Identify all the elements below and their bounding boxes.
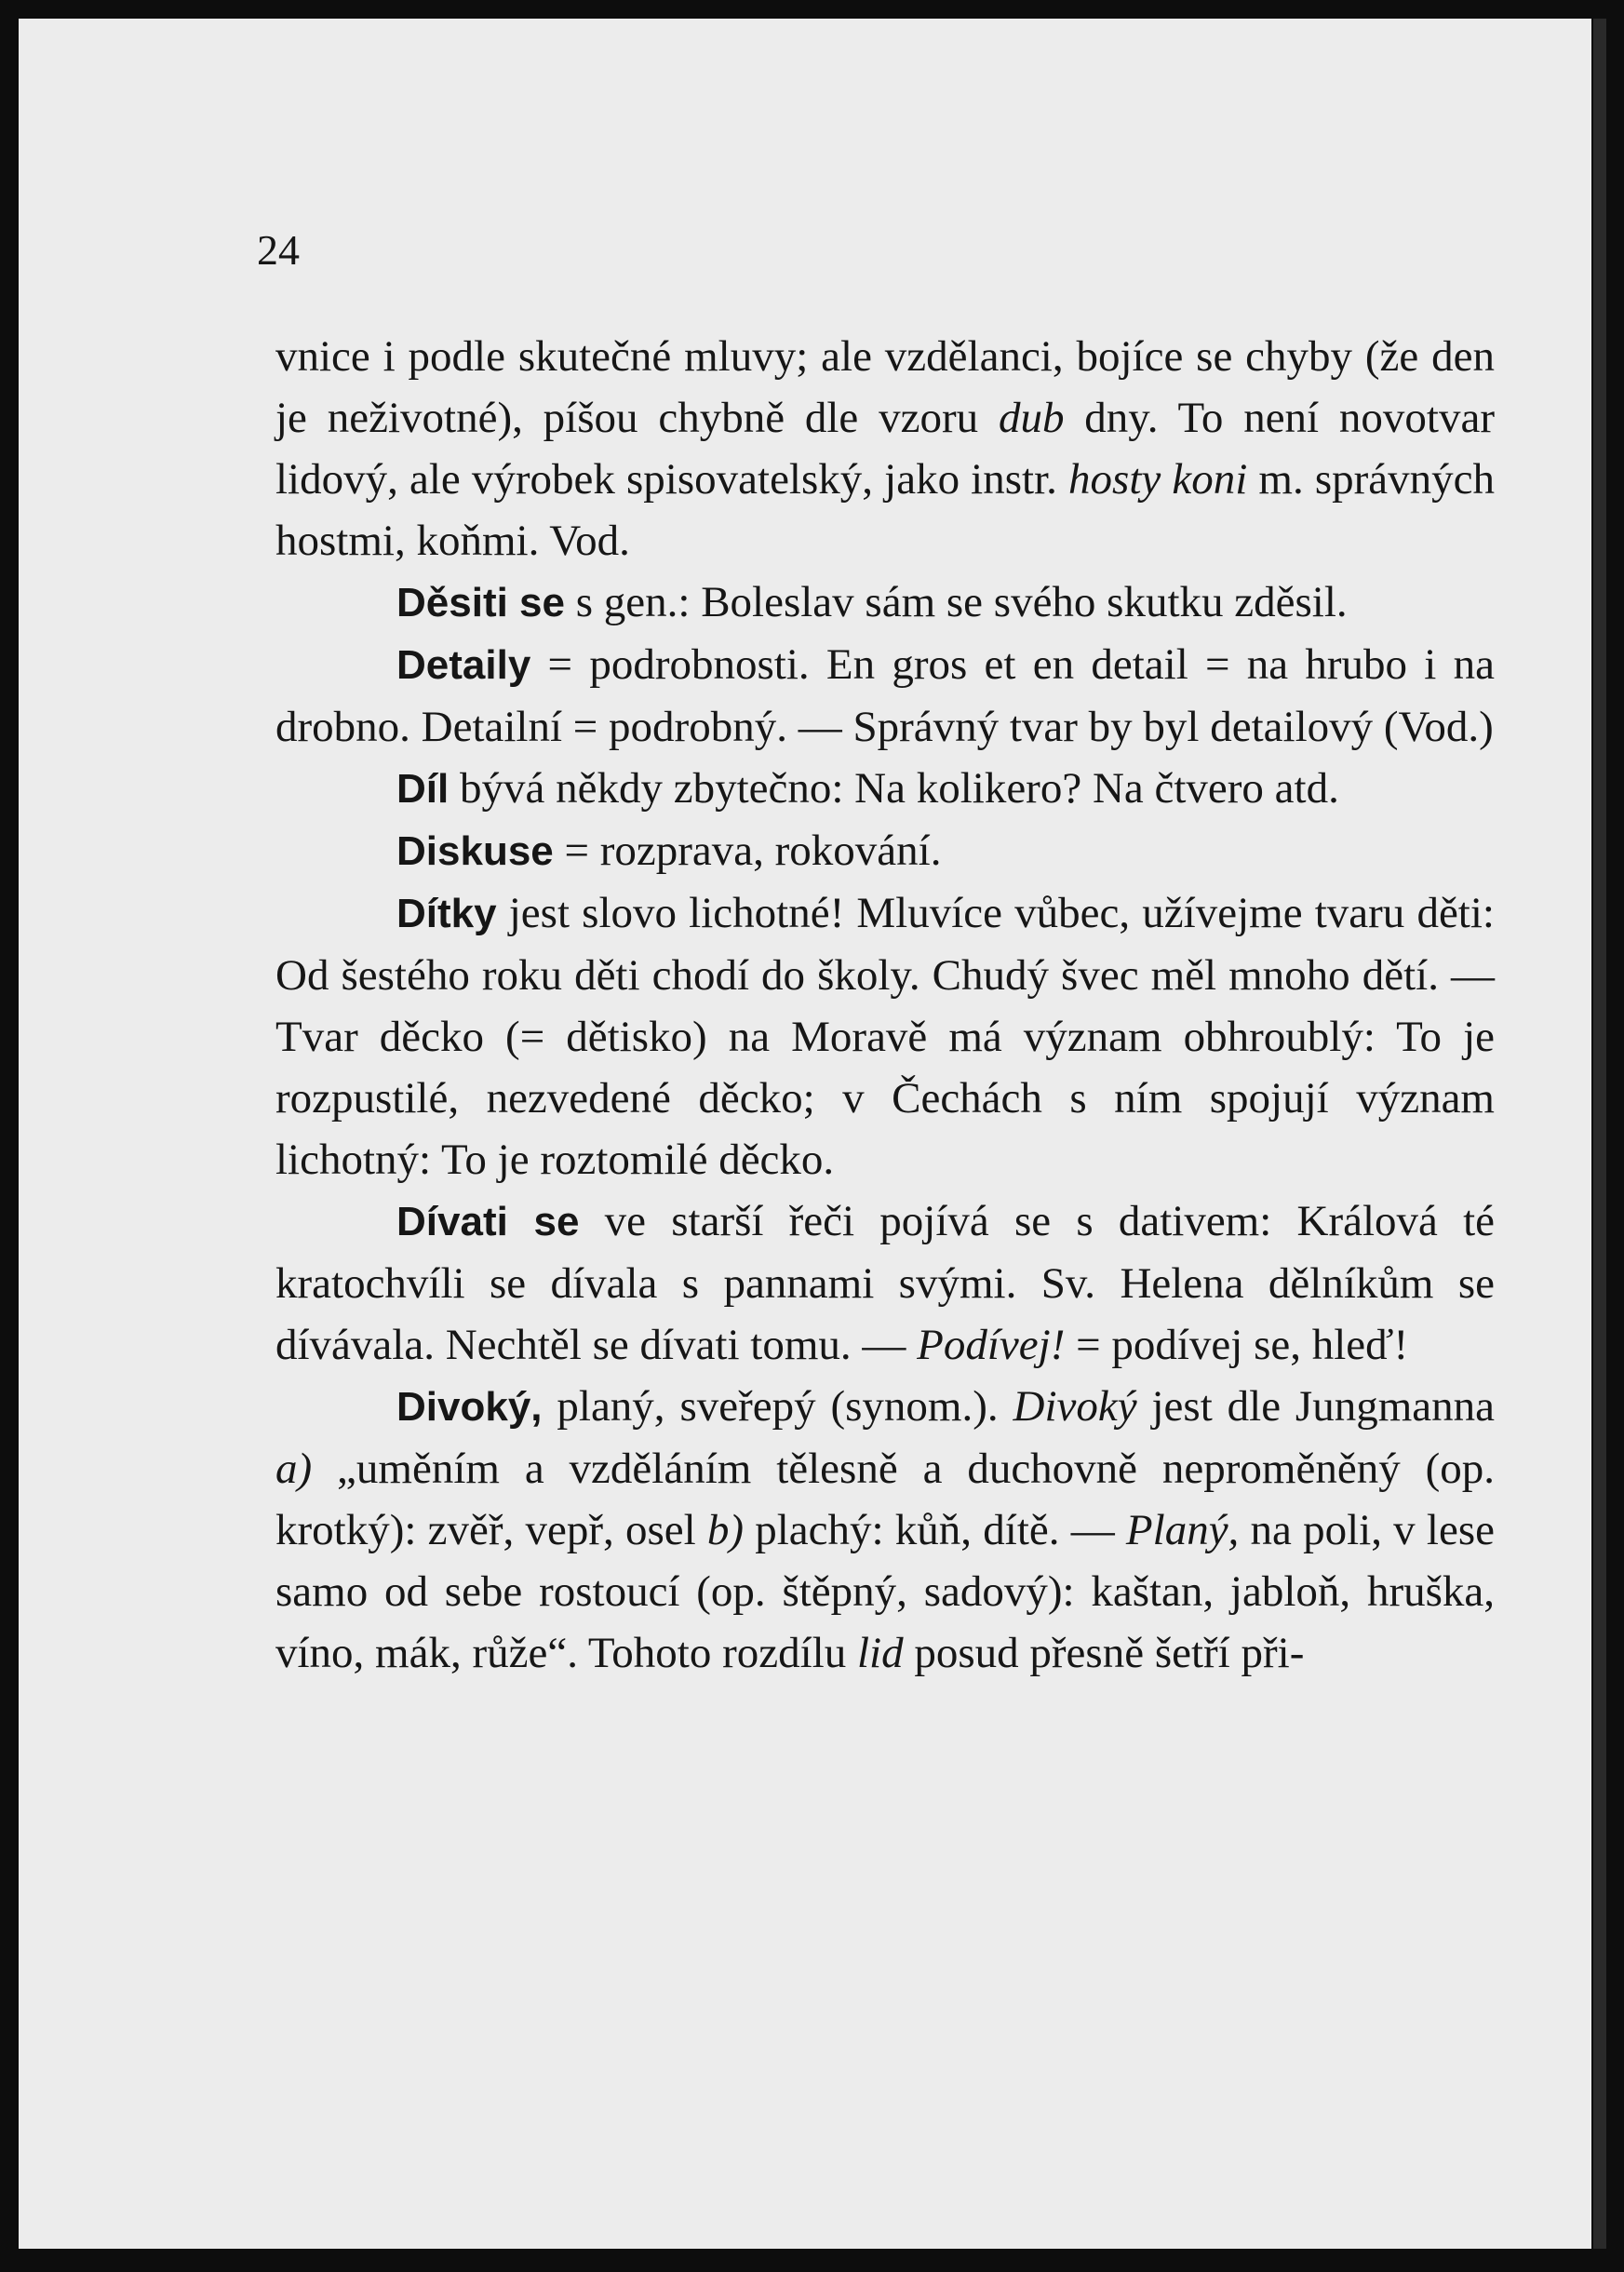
italic-term: dub bbox=[998, 394, 1065, 442]
text-run: bývá někdy zbytečno: Na kolikero? Na čtvero atd. bbox=[449, 764, 1339, 813]
text-run: vnice i podle skutečné mluvy; ale vzdělanci, bojíce se chyby (že den je neživotné), píšou chybně dle vzoru bbox=[275, 332, 1495, 442]
italic-term: a) bbox=[275, 1445, 313, 1493]
page-number: 24 bbox=[257, 226, 300, 274]
headword: Detaily bbox=[396, 642, 531, 688]
entry-detaily bbox=[275, 634, 1495, 758]
text-run: „uměním a vzděláním tělesně a duchovně neproměněný (op. krotký): zvěř, vepř, osel bbox=[275, 1445, 1495, 1554]
entry-divoky bbox=[275, 1376, 1495, 1684]
entry-divati-se bbox=[275, 1190, 1495, 1376]
text-run: = podívej se, hleď! bbox=[1065, 1321, 1409, 1369]
headword: Diskuse bbox=[396, 828, 554, 874]
text-run: na poli, v lese samo od sebe rostoucí (op. štěpný, sadový): kaštan, jabloň, hruška, víno, mák, růže“. Tohoto rozdílu bbox=[275, 1506, 1495, 1677]
italic-term: Planý, bbox=[1125, 1506, 1240, 1554]
italic-term: Podívej! bbox=[917, 1321, 1066, 1369]
text-run: jest dle Jungmanna bbox=[1136, 1382, 1495, 1431]
text-run: plachý: kůň, dítě. — bbox=[744, 1506, 1126, 1554]
text-run: s gen.: Boleslav sám se svého skutku zděsil. bbox=[564, 578, 1348, 626]
headword: Dítky bbox=[396, 891, 497, 936]
headword: Děsiti se bbox=[396, 580, 565, 625]
paragraph-continuation bbox=[275, 326, 1495, 571]
italic-term: b) bbox=[706, 1506, 745, 1554]
headword: Divoký, bbox=[396, 1384, 543, 1430]
entry-dil bbox=[275, 758, 1495, 820]
text-run: dny. To není novotvar lidový, ale výrobek spisovatelský, jako instr. bbox=[275, 394, 1495, 504]
text-run: jest slovo lichotné! Mluvíce vůbec, užívejme tvaru děti: Od šestého roku děti chodí do školy. Chudý švec měl mnoho dětí. — Tvar děcko (= dětisko) na Moravě má význam obhroublý: To je rozpustilé, nezvedené děcko; v Čechách s ním spojují význam lichotný: To je roztomilé děcko. bbox=[275, 889, 1495, 1184]
headword: Díl bbox=[396, 766, 450, 812]
entry-diskuse bbox=[275, 820, 1495, 882]
page-body bbox=[275, 326, 1495, 1684]
entry-ditky bbox=[275, 882, 1495, 1190]
text-run: m. správných hostmi, koňmi. Vod. bbox=[275, 455, 1495, 565]
page-edge-shadow bbox=[1593, 19, 1606, 2249]
text-run: = rozprava, rokování. bbox=[553, 827, 942, 875]
italic-term: Divoký bbox=[1013, 1382, 1137, 1431]
text-run: ve starší řeči pojívá se s dativem: Králová té kratochvíli se dívala s pannami svými. Sv. Helena dělníkům se dívávala. Nechtěl se dívati tomu. — bbox=[275, 1197, 1496, 1369]
text-run: planý, sveřepý (synom.). bbox=[542, 1382, 1013, 1431]
book-page bbox=[19, 19, 1591, 2249]
italic-term: lid bbox=[856, 1629, 904, 1677]
text-run: posud přesně šetří při- bbox=[903, 1629, 1305, 1677]
text-run: = podrobnosti. En gros et en detail = na hrubo i na drobno. Detailní = podrobný. — Správný tvar by byl detailový (Vod.) bbox=[275, 640, 1495, 751]
italic-term: hosty koni bbox=[1068, 455, 1248, 504]
headword: Dívati se bbox=[396, 1199, 580, 1244]
entry-desiti-se bbox=[275, 571, 1495, 634]
